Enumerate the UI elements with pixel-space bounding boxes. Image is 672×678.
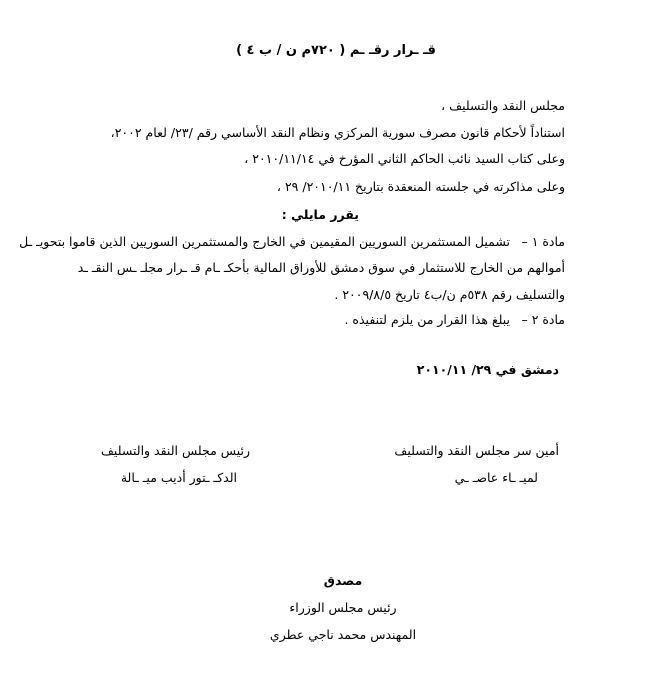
article-1-line-2: أموالهم من الخارج للاستثمار في سوق دمشق للأوراق المالية بأحكـ ـام قـ ـرار مجلـ ـس النقـ ـد — [77, 260, 565, 275]
signatory-right-name: لميـ ـاء عاصـ ـي — [454, 470, 538, 485]
approval-name: المهندس محمد ناجي عطري — [269, 627, 417, 642]
preamble-line-1: استناداً لأحكام قانون مصرف سورية المركزي ونظام النقد الأساسي رقم /٢٣/ لعام ٢٠٠٢، — [110, 125, 565, 140]
addressee: مجلس النقد والتسليف ، — [441, 98, 565, 113]
preamble-line-2: وعلى كتاب السيد نائب الحاكم الثاني المؤرخ في ٢٠١٠/١١/١٤ ، — [244, 151, 565, 166]
signatory-left-role: رئيس مجلس النقد والتسليف — [100, 443, 250, 458]
approval-role: رئيس مجلس الوزراء — [289, 600, 397, 615]
article-2-label: مادة ٢ – — [521, 312, 565, 327]
decision-title: قـ ـرار رقـ ـم ( ٧٢٠م ن / ب ٤ ) — [236, 43, 436, 58]
article-2-text: يبلغ هذا القرار من يلزم لتنفيذه . — [344, 312, 510, 327]
approval-label: مصدق — [323, 573, 363, 588]
place-date: دمشق في ٢٩/ ٢٠١٠/١١ — [416, 362, 559, 377]
decides-heading: يقرر مايلي : — [281, 207, 359, 222]
preamble-line-3: وعلى مذاكرته في جلسته المنعقدة بتاريخ ٢٠١٠/١١/ ٢٩ ، — [276, 179, 565, 194]
signatory-left-name: الدكـ ـتور أديب ميـ ـالة — [120, 470, 237, 485]
article-1-line-3: والتسليف رقم ٥٣٨م ن/ب٤ تاريخ ٢٠٠٩/٨/٥ . — [334, 287, 565, 302]
signatory-right-role: أمين سر مجلس النقد والتسليف — [394, 443, 559, 458]
article-1-line-1: تشميل المستثمرين السوريين المقيمين في الخارج والمستثمرين السوريين الذين قاموا بتحويـ ـل — [19, 234, 510, 249]
article-1-label: مادة ١ – — [521, 234, 565, 249]
